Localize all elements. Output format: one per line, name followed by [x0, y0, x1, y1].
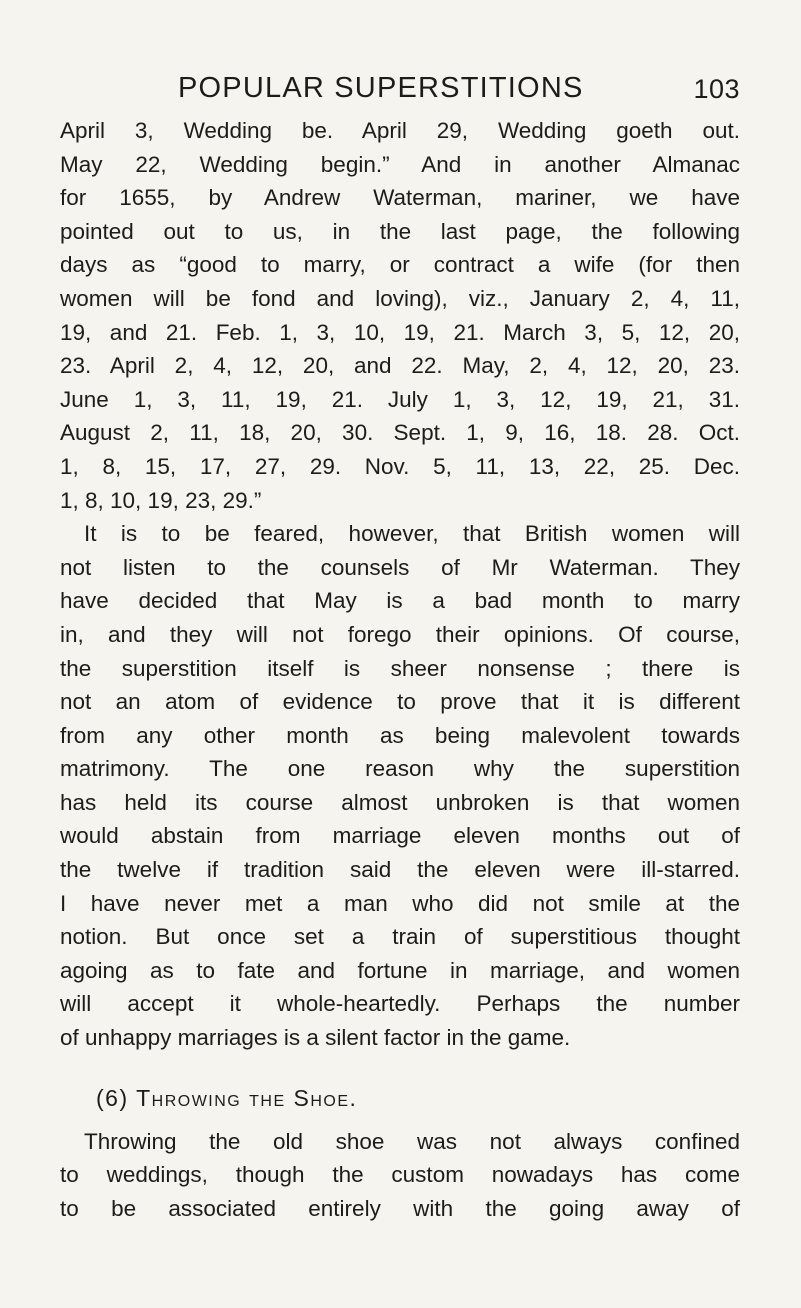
body-text	[60, 114, 740, 1225]
text-line: the superstition itself is sheer nonsense ; there is	[60, 655, 740, 681]
paragraph-throwing-shoe	[60, 1125, 740, 1226]
text-line: for 1655, by Andrew Waterman, mariner, we have	[60, 185, 740, 211]
page-number: 103	[693, 74, 740, 104]
text-line: from any other month as being malevolent towards	[60, 722, 740, 748]
text-line: August 2, 11, 18, 20, 30. Sept. 1, 9, 16, 18. 28. Oct.	[60, 420, 740, 446]
text-line: to weddings, though the custom nowadays has come	[60, 1162, 740, 1188]
text-line: Throwing the old shoe was not always confined	[84, 1128, 740, 1154]
text-line: will accept it whole-heartedly. Perhaps the number	[60, 991, 740, 1017]
text-line: have decided that May is a bad month to marry	[60, 588, 740, 614]
text-line: I have never met a man who did not smile at the	[60, 890, 740, 916]
text-line: to be associated entirely with the going away of	[60, 1195, 740, 1221]
text-line: June 1, 3, 11, 19, 21. July 1, 3, 12, 19, 21, 31.	[60, 386, 740, 412]
paragraph-may-superstition	[60, 517, 740, 1055]
text-line: in, and they will not forego their opinions. Of course,	[60, 621, 740, 647]
text-line: matrimony. The one reason why the superstition	[60, 756, 740, 782]
text-line: days as “good to marry, or contract a wife (for then	[60, 252, 740, 278]
text-line: 19, and 21. Feb. 1, 3, 10, 19, 21. March 3, 5, 12, 20,	[60, 319, 740, 345]
text-line: not listen to the counsels of Mr Waterman. They	[60, 554, 740, 580]
text-line: 1, 8, 15, 17, 27, 29. Nov. 5, 11, 13, 22, 25. Dec.	[60, 453, 740, 479]
text-line: agoing as to fate and fortune in marriage, and women	[60, 957, 740, 983]
text-line: pointed out to us, in the last page, the following	[60, 218, 740, 244]
text-line: 1, 8, 10, 19, 23, 29.”	[60, 487, 262, 513]
text-line: It is to be feared, however, that British women will	[84, 521, 740, 547]
text-line: not an atom of evidence to prove that it is different	[60, 689, 740, 715]
text-line: of unhappy marriages is a silent factor in the game.	[60, 1025, 571, 1051]
section-heading: (6) Throwing the Shoe.	[96, 1084, 358, 1111]
paragraph-almanac-dates	[60, 114, 740, 517]
text-line: has held its course almost unbroken is that women	[60, 789, 740, 815]
text-line: the twelve if tradition said the eleven were ill-starred.	[60, 857, 740, 883]
text-line: women will be fond and loving), viz., January 2, 4, 11,	[60, 285, 740, 311]
text-line: 23. April 2, 4, 12, 20, and 22. May, 2, 4, 12, 20, 23.	[60, 353, 740, 379]
running-title: POPULAR SUPERSTITIONS	[178, 72, 584, 104]
text-line: May 22, Wedding begin.” And in another Almanac	[60, 151, 740, 177]
text-line: would abstain from marriage eleven months out of	[60, 823, 740, 849]
text-line: April 3, Wedding be. April 29, Wedding goeth out.	[60, 118, 740, 143]
text-line: notion. But once set a train of superstitious thought	[60, 924, 740, 950]
running-head	[60, 72, 740, 112]
